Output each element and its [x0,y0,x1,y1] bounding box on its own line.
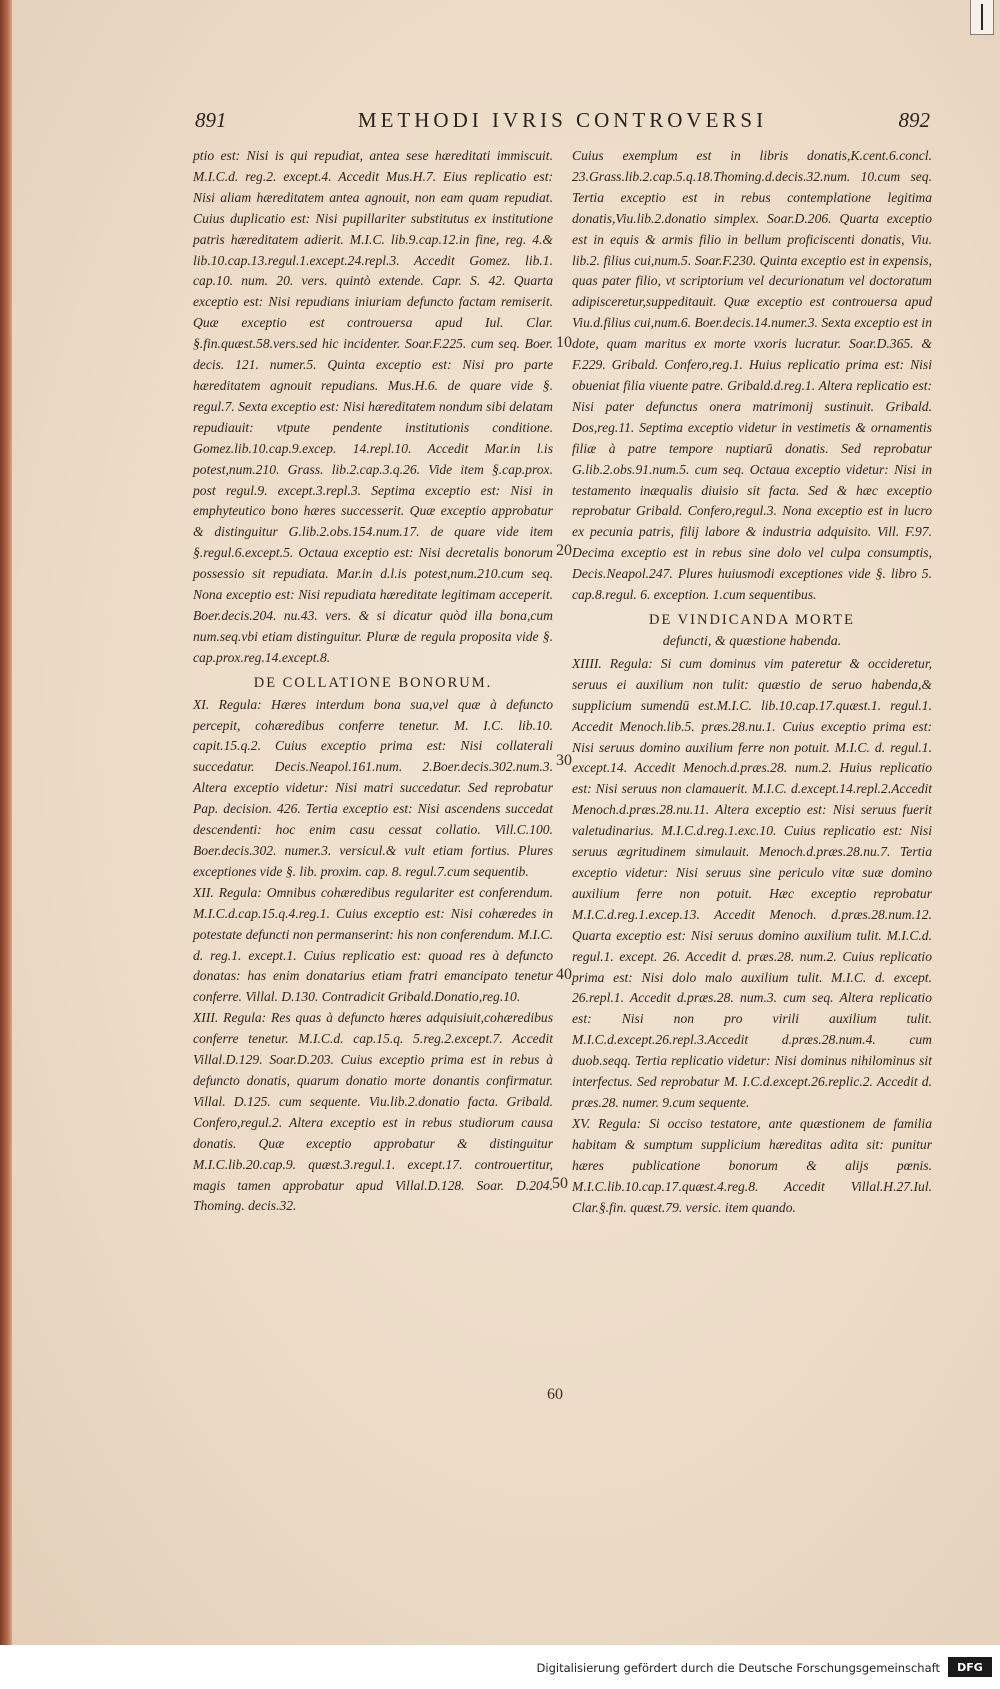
scan-target-marker [970,0,994,35]
section-heading: DE COLLATIONE BONORUM. [253,674,493,691]
line-number: 40 [556,966,572,983]
line-number: 20 [556,542,572,559]
paragraph: ptio est: Nisi is qui repudiat, antea sese hæreditati immiscuit. M.I.C.d. reg.2. except.4. Accedit Mus.H.7. Eius replicatio est: Nisi aliam hæreditatem antea agnouit, non eam quam repudiat. Cuius duplicatio est: Nisi pupillariter substitutus ex institutione patris hæreditatem adierit. M.I.C. lib.9.cap.12.in fine, reg. 4.& lib.10.cap.13.regul.1.except.24.repl.3. Accedit Gomez. lib.1. cap.10. num. 20. vers. quintò extende. Capr. S. 42. Quarta exceptio est: Nisi repudians iniuriam defuncto factam remiserit. Quæ exceptio est controuersa apud Iul. Clar. §.fin.quæst.58.vers.sed hic incidenter. Soar.F.225. cum seq. Boer. decis. 121. numer.5. Quinta exceptio est: Nisi pro parte hæreditatem agnouit repudians. Mus.H.6. de quare vide §. regul.7. Sexta exceptio est: Nisi hæreditatem nondum sibi delatam repudiauit: vtpute pendente institutionis conditione. Gomez.lib.10.cap.9.excep. 14.repl.10. Accedit Mar.in l.is potest,num.210. Grass. lib.2.cap.3.q.26. Vide item §.cap.prox. post regul.9. except.3.repl.3. Septima exceptio est: Nisi in emphyteutico bono hæres successerit. Quæ exceptio approbatur & distinguitur G.lib.2.obs.154.num.17. de quare vide item §.regul.6.except.5. Octaua exceptio est: Nisi decretalis bonorum possessio sit repudiata. Mar.in d.l.is potest,num.210.cum seq. Nona exceptio est: Nisi repudiata hæreditate legitimam acceperit. Boer.decis.204. nu.43. vers. & si dicatur quòd illa bona,cum num.seq.vbi etiam distinguitur. Pluræ de regula proposita vide §. cap.prox.reg.14.except.8. [193,148,553,665]
folio-left: 891 [195,108,227,132]
page-title: METHODI IVRIS CONTROVERSI [357,108,768,132]
running-head [195,108,930,142]
paragraph: XIIII. Regula: Si cum dominus vim pateretur & occideretur, seruus ei auxilium non tulit: quæstio de seruo habenda,& supplicium sumendū est.M.I.C. lib.10.cap.17.quæst.1. regul.1. Accedit Menoch.lib.5. præs.28.nu.1. Cuius exceptio prima est: Nisi seruus domino auxilium ferre non potuit. M.I.C. d. regul.1. except.14. Accedit Menoch.d.præs.28. num.2. Huius replicatio est: Nisi seruus non clamauerit. M.I.C. d.except.14.repl.2.Accedit Menoch.d.præs.28.nu.11. Altera exceptio est: Nisi seruus fuerit valetudinarius. M.I.C.d.reg.1.exc.10. Cuius replicatio est: Nisi seruus ægritudinem simulauit. Menoch.d.præs.28.nu.7. Tertia exceptio videtur: Nisi seruus sine periculo vitæ suæ domino auxilium ferre non potuit. Hæc exceptio reprobatur M.I.C.d.reg.1.excep.13. Accedit Menoch. d.præs.28.num.12. Quarta exceptio est: Nisi seruus domino auxilium tulit. M.I.C.d. regul.1. except. 26. Accedit d. præs.28. num.2. Cuius replicatio prima est: Nisi dolo malo auxilium tulit. M.I.C. d. except. 26.repl.1. Accedit d.præs.28. num.3. cum seq. Altera replicatio est: Nisi non pro virili auxilium tulit. M.I.C.d.except.26.repl.3.Accedit d.præs.28.num.4. cum duob.seqq. Tertia replicatio videtur: Nisi dominus nihilominus sit interfectus. Sed reprobatur M. I.C.d.except.26.replic.2. Accedit d. præs.28. numer. 9.cum sequente. [572,655,932,1110]
line-number: 30 [556,752,572,769]
paragraph: XII. Regula: Omnibus cohæredibus regulariter est conferendum. M.I.C.d.cap.15.q.4.reg.1. Cuius exceptio est: Nisi cohæredes in potestate defuncti non permanserint: his non conferendum. M.I.C. d. reg.1. except.1. Cuius replicatio est: quoad res à defuncto donatas: has enim donatarius etiam fratri emancipato tenetur conferre. Villal. D.130. Contradicit Gribald.Donatio,reg.10. [193,884,553,1005]
line-number: 50 [552,1175,568,1192]
dfg-logo: DFG [948,1657,992,1677]
paragraph: Cuius exemplum est in libris donatis,K.cent.6.concl. 23.Grass.lib.2.cap.5.q.18.Thoming.d.decis.32.num. 10.cum seq. Tertia exceptio est in rebus contemplatione legitima donatis,Viu.lib.2.donatio simplex. Soar.D.206. Quarta exceptio est in equis & armis filio in bellum proficiscenti donatis, Viu. lib.2. filius cui,num.5. Soar.F.230. Quinta exceptio est in expensis, quas pater filio, vt scriptorium vel decurionatum vel doctoratum adipisceretur,suppeditauit. Quæ exceptio est controuersa apud Viu.d.filius cui,num.6. Boer.decis.14.numer.3. Sexta exceptio est in dote, quam maritus ex morte vxoris lucratur. Soar.D.365. & F.229. Gribald. Confero,reg.1. Huius replicatio prima est: Nisi obueniat filia viuente patre. Gribald.d.reg.1. Altera replicatio est: Nisi pater defunctus onera matrimonij sustinuit. Gribald. Dos,reg.11. Septima exceptio videtur in vestimetis & ornamentis filiæ à patre tempore nuptiarū donatis. Sed reprobatur G.lib.2.obs.91.num.5. cum seq. Octaua exceptio videtur: Nisi in testamento inæqualis diuisio sit facta. Sed & hæc exceptio reprobatur Gribald. Confero,regul.3. Nona exceptio est in lucro ex pecunia patris, filij labore & industria adquisito. Vill. F.97. Decima exceptio est in rebus sine dolo vel culpa consumptis, Decis.Neapol.247. Plures huiusmodi exceptiones vide §. libro 5. cap.8.regul. 6. exception. 1.cum sequentibus. [572,148,932,603]
section-heading: DE VINDICANDA MORTE [648,611,856,628]
paragraph: XV. Regula: Si occiso testatore, ante quæstionem de familia habitam & sumptum supplicium hæreditas adita sit: punitur hæres publicatione bonorum & alijs pœnis. M.I.C.lib.10.cap.17.quæst.4.reg.8. Accedit Villal.H.27.Iul. Clar.§.fin. quæst.79. versic. item quando. [572,1115,932,1215]
book-edge [0,0,12,1645]
folio-right: 892 [898,108,930,132]
footer [0,1645,1000,1689]
section-subheading: defuncti, & quæstione habenda. [662,633,842,649]
paragraph: XIII. Regula: Res quas à defuncto hæres adquisiuit,cohæredibus conferre tenetur. M.I.C.d. cap.15.q. 5.reg.2.except.7. Accedit Villal.D.129. Soar.D.203. Cuius exceptio prima est in rebus à defuncto donatis, quarum donatio morte donantis confirmatur. Villal. D.125. cum sequente. Viu.lib.2.donatio facta. Gribald. Confero,regul.2. Altera exceptio est in rebus studiorum causa donatis. Quæ exceptio approbatur & distinguitur M.I.C.lib.20.cap.9. quæst.3.regul.1. except.17. controuertitur, magis tamen approbatur apud Villal.D.128. Soar. D.204. Thoming. decis.32. [193,1010,553,1214]
funding-credit: Digitalisierung gefördert durch die Deutsche Forschungsgemeinschaft [536,1661,940,1675]
line-number: 60 [547,1386,563,1403]
left-column [193,146,553,1217]
right-column [572,146,932,1218]
paragraph: XI. Regula: Hæres interdum bona sua,vel quæ à defuncto percepit, cohæredibus conferre tenetur. M. I.C. lib.10. capit.15.q.2. Cuius exceptio prima est: Nisi collaterali succedatur. Decis.Neapol.161.num. 2.Boer.decis.302.num.3. Altera exceptio videtur: Nisi matri succedatur. Sed reprobatur Pap. decision. 426. Tertia exceptio est: Nisi ascendens succedat descendenti: hoc enim casu cessat collatio. Vill.C.100. Boer.decis.302. numer.3. versicul.& vult etiam fortius. Plures exceptiones vide §. lib. proxim. cap. 8. regul.7.cum sequentib. [193,696,553,879]
line-number: 10 [556,334,572,351]
